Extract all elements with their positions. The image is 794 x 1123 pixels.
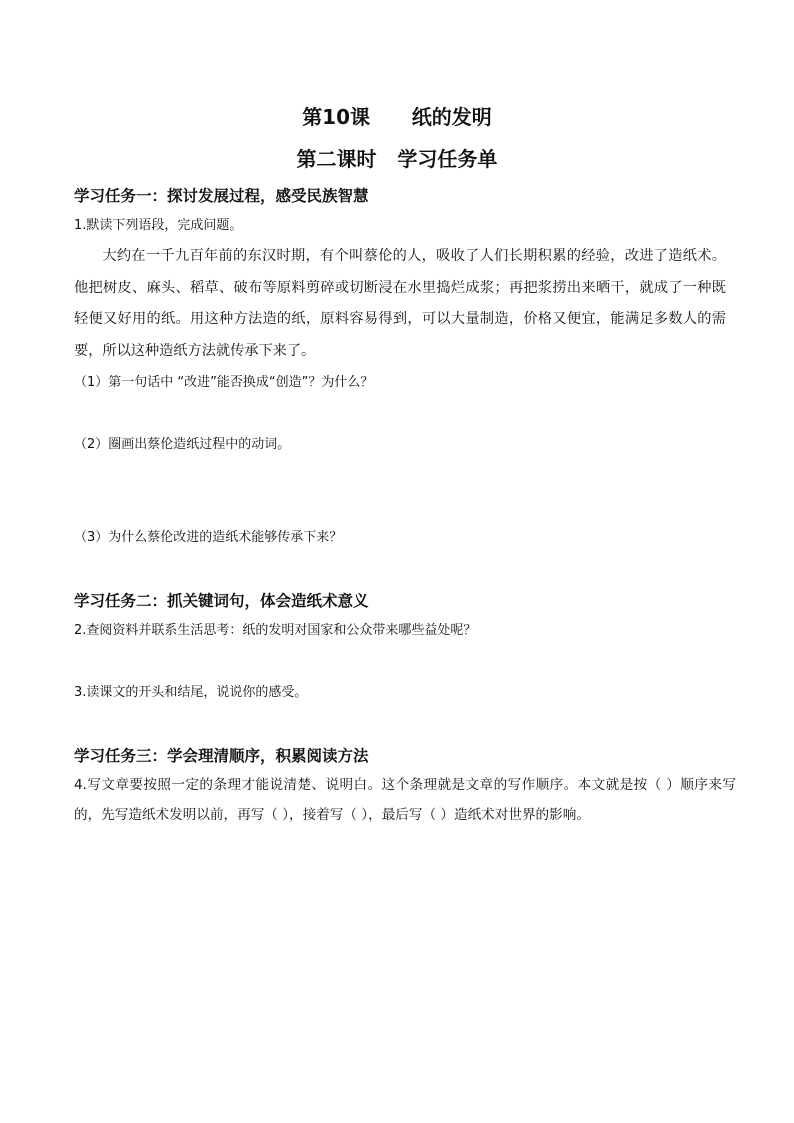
subquestion-3: （3）为什么蔡伦改进的造纸术能够传承下来？: [74, 530, 343, 545]
task1-heading: 学习任务一：探讨发展过程，感受民族智慧: [74, 187, 369, 205]
subquestion-1: （1）第一句话中 “改进”能否换成“创造”？为什么？: [74, 375, 374, 390]
question-2: 2.查阅资料并联系生活思考：纸的发明对国家和公众带来哪些益处呢？: [74, 623, 477, 638]
task2-heading: 学习任务二：抓关键词句，体会造纸术意义: [74, 592, 369, 610]
lesson-title: 第10课 纸的发明: [302, 105, 492, 129]
question1-intro: 1.默读下列语段，完成问题。: [74, 218, 243, 233]
session-title: 第二课时 学习任务单: [296, 147, 498, 171]
task3-heading: 学习任务三：学会理清顺序，积累阅读方法: [74, 747, 369, 765]
question-3: 3.读课文的开头和结尾，说说你的感受。: [74, 685, 308, 700]
subquestion-2: （2）圈画出蔡伦造纸过程中的动词。: [74, 437, 291, 452]
question-4: 4.写文章要按照一定的条理才能说清楚、说明白。这个条理就是文章的写作顺序。本文就是按（ ）顺序来写的，先写造纸术发明以前，再写（ ），接着写（ ），最后写（ ）造纸术对世界的影响。: [74, 777, 736, 823]
reading-passage: 大约在一千九百年前的东汉时期，有个叫蔡伦的人，吸收了人们长期积累的经验，改进了造纸术。他把树皮、麻头、稻草、破布等原料剪碎或切断浸在水里捣烂成浆；再把浆捞出来晒干，就成了一种既轻便又好用的纸。用这种方法造的纸，原料容易得到，可以大量制造，价格又便宜，能满足多数人的需要，所以这种造纸方法就传承下来了。: [74, 248, 726, 359]
